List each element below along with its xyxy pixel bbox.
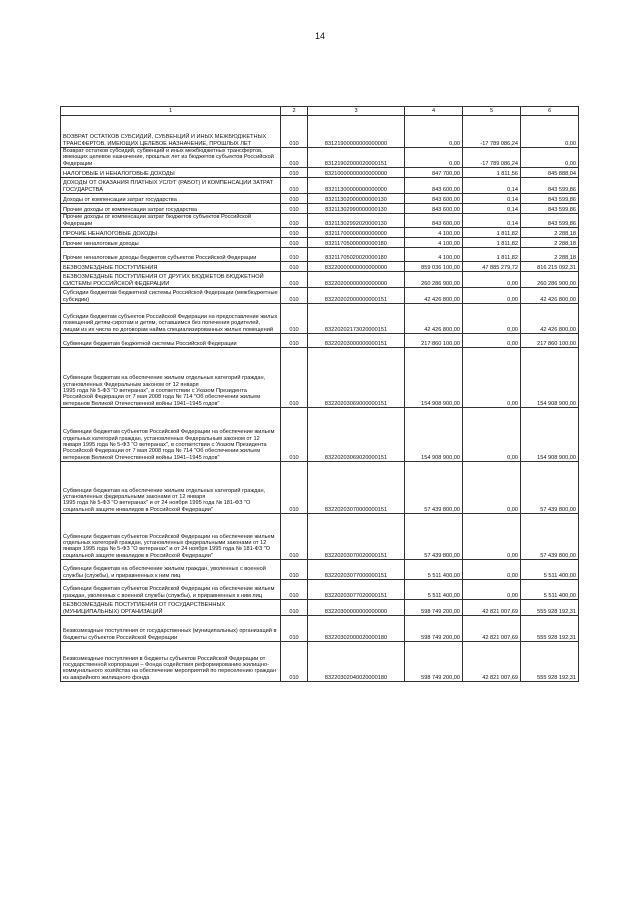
row-name-cell: Субсидии бюджетам субъектов Российской Федерации на предоставление жилых помещений детям-сиротам и детям, оставшимся без попечения родителей, лицам из их числа по договорам найма специализированных жилых помещений <box>61 304 281 334</box>
row-name-cell: Субвенции бюджетам субъектов Российской Федерации на обеспечение жильем граждан, уволенных с военной службы (службы), и приравненных к ним лиц <box>61 580 281 600</box>
row-kbk-cell: 83220203077000000151 <box>308 560 405 580</box>
table-row <box>61 288 579 304</box>
row-name-cell: Безвозмездные поступления от государственных (муниципальных) организаций в бюджеты субъектов Российской Федерации <box>61 616 281 642</box>
row-kbk-cell: 83220202000000000151 <box>308 288 405 304</box>
table-row <box>61 560 579 580</box>
row-col6-cell: 843 599,86 <box>521 204 579 214</box>
header-cell: 1 <box>61 107 281 116</box>
row-kbk-cell: 83220203070000000151 <box>308 462 405 514</box>
revenue-table <box>60 106 579 682</box>
row-col4-cell: 42 426 800,00 <box>405 304 463 334</box>
row-col4-cell: 843 600,00 <box>405 178 463 194</box>
row-name-cell: Прочие доходы от компенсации затрат государства <box>61 204 281 214</box>
table-row <box>61 116 579 148</box>
row-col6-cell: 217 860 100,00 <box>521 334 579 348</box>
row-name-cell: Доходы от компенсации затрат государства <box>61 194 281 204</box>
row-code-cell: 010 <box>281 194 308 204</box>
row-col6-cell: 2 288,18 <box>521 238 579 248</box>
table-row <box>61 228 579 238</box>
row-kbk-cell: 83220302040020000180 <box>308 642 405 682</box>
row-col5-cell: 0,14 <box>463 194 521 204</box>
row-name-cell: Прочие неналоговые доходы <box>61 238 281 248</box>
row-col6-cell: 154 908 900,00 <box>521 408 579 462</box>
row-code-cell: 010 <box>281 560 308 580</box>
row-col4-cell: 598 749 200,00 <box>405 616 463 642</box>
table-row <box>61 238 579 248</box>
row-col5-cell: 1 811,56 <box>463 168 521 178</box>
row-col4-cell: 4 100,00 <box>405 228 463 238</box>
row-col6-cell: 555 928 192,31 <box>521 642 579 682</box>
row-col6-cell: 2 288,18 <box>521 228 579 238</box>
row-kbk-cell: 83210000000000000000 <box>308 168 405 178</box>
row-name-cell: Субвенции бюджетам на обеспечение жильем граждан, уволенных с военной службы (службы), и приравненных к ним лиц <box>61 560 281 580</box>
row-name-cell: Прочие неналоговые доходы бюджетов субъектов Российской Федерации <box>61 248 281 262</box>
row-col4-cell: 0,00 <box>405 148 463 168</box>
row-kbk-cell: 83121902000020000151 <box>308 148 405 168</box>
row-code-cell: 010 <box>281 204 308 214</box>
row-col4-cell: 4 100,00 <box>405 248 463 262</box>
table-row <box>61 600 579 616</box>
table-row <box>61 168 579 178</box>
row-col6-cell: 57 439 800,00 <box>521 514 579 560</box>
row-code-cell: 010 <box>281 262 308 272</box>
table-row <box>61 642 579 682</box>
row-col4-cell: 260 286 900,00 <box>405 272 463 288</box>
row-code-cell: 010 <box>281 168 308 178</box>
table-row <box>61 348 579 408</box>
row-kbk-cell: 83211302990000000130 <box>308 204 405 214</box>
table-row <box>61 616 579 642</box>
header-cell: 4 <box>405 107 463 116</box>
row-col5-cell: 0,00 <box>463 514 521 560</box>
row-name-cell: Субвенции бюджетам на обеспечение жильем отдельных категорий граждан, установленных федеральными законами от 12 января 1995 года № 5-ФЗ "О ветеранах" и от 24 ноября 1995 года № 181-ФЗ "О социальной защите инвалидов в Российской Федерации" <box>61 462 281 514</box>
table-row <box>61 148 579 168</box>
row-col4-cell: 843 600,00 <box>405 204 463 214</box>
table-row <box>61 262 579 272</box>
row-col6-cell: 154 908 900,00 <box>521 348 579 408</box>
row-name-cell: НАЛОГОВЫЕ И НЕНАЛОГОВЫЕ ДОХОДЫ <box>61 168 281 178</box>
row-code-cell: 010 <box>281 148 308 168</box>
row-col5-cell: 0,14 <box>463 178 521 194</box>
row-col6-cell: 843 599,86 <box>521 214 579 228</box>
row-kbk-cell: 83220203077020000151 <box>308 580 405 600</box>
row-name-cell: Безвозмездные поступления в бюджеты субъектов Российской Федерации от государственной корпорации – Фонда содействия реформированию жилищно-коммунального хозяйства на обеспечение мероприятий по переселению граждан из аварийного жилищного фонда <box>61 642 281 682</box>
row-col4-cell: 843 600,00 <box>405 214 463 228</box>
row-col5-cell: 0,00 <box>463 580 521 600</box>
row-col5-cell: 0,00 <box>463 408 521 462</box>
row-kbk-cell: 83121900000000000000 <box>308 116 405 148</box>
header-cell: 3 <box>308 107 405 116</box>
table-row <box>61 204 579 214</box>
row-col5-cell: 1 811,82 <box>463 238 521 248</box>
row-col5-cell: 1 811,82 <box>463 248 521 262</box>
row-code-cell: 010 <box>281 514 308 560</box>
row-col4-cell: 847 700,00 <box>405 168 463 178</box>
row-code-cell: 010 <box>281 228 308 238</box>
row-col6-cell: 555 928 192,31 <box>521 600 579 616</box>
row-col5-cell: 0,14 <box>463 214 521 228</box>
row-kbk-cell: 83211300000000000000 <box>308 178 405 194</box>
row-code-cell: 010 <box>281 288 308 304</box>
row-kbk-cell: 83220000000000000000 <box>308 262 405 272</box>
row-name-cell: Возврат остатков субсидий, субвенций и иных межбюджетных трансфертов, имеющих целевое назначение, прошлых лет из бюджетов субъектов Российской Федерации <box>61 148 281 168</box>
row-code-cell: 010 <box>281 642 308 682</box>
row-code-cell: 010 <box>281 116 308 148</box>
row-kbk-cell: 83220302000020000180 <box>308 616 405 642</box>
row-col5-cell: 42 821 007,69 <box>463 642 521 682</box>
row-col6-cell: 42 426 800,00 <box>521 304 579 334</box>
row-code-cell: 010 <box>281 248 308 262</box>
row-col6-cell: 42 426 800,00 <box>521 288 579 304</box>
row-col6-cell: 5 511 400,00 <box>521 580 579 600</box>
row-col4-cell: 598 749 200,00 <box>405 642 463 682</box>
row-col4-cell: 5 511 400,00 <box>405 580 463 600</box>
header-cell: 5 <box>463 107 521 116</box>
row-col4-cell: 859 036 100,00 <box>405 262 463 272</box>
header-cell: 6 <box>521 107 579 116</box>
row-col5-cell: 0,00 <box>463 304 521 334</box>
row-col5-cell: 0,14 <box>463 204 521 214</box>
table-row <box>61 214 579 228</box>
row-col5-cell: 1 811,82 <box>463 228 521 238</box>
row-kbk-cell: 83220203069000000151 <box>308 348 405 408</box>
row-kbk-cell: 83211705020020000180 <box>308 248 405 262</box>
table-row <box>61 194 579 204</box>
row-code-cell: 010 <box>281 348 308 408</box>
row-col6-cell: 555 928 192,31 <box>521 616 579 642</box>
row-col6-cell: 843 599,86 <box>521 178 579 194</box>
table-row <box>61 462 579 514</box>
row-code-cell: 010 <box>281 178 308 194</box>
row-col4-cell: 57 439 800,00 <box>405 462 463 514</box>
row-code-cell: 010 <box>281 238 308 248</box>
row-col5-cell: 0,00 <box>463 334 521 348</box>
table-row <box>61 178 579 194</box>
row-col4-cell: 0,00 <box>405 116 463 148</box>
table-row <box>61 304 579 334</box>
row-col6-cell: 5 511 400,00 <box>521 560 579 580</box>
row-col5-cell: -17 789 086,24 <box>463 116 521 148</box>
row-name-cell: БЕЗВОЗМЕЗДНЫЕ ПОСТУПЛЕНИЯ <box>61 262 281 272</box>
row-kbk-cell: 83220203000000000151 <box>308 334 405 348</box>
row-col4-cell: 4 100,00 <box>405 238 463 248</box>
table-row <box>61 408 579 462</box>
table-row <box>61 580 579 600</box>
row-name-cell: Субвенции бюджетам на обеспечение жильем отдельных категорий граждан, установленных Федеральным законом от 12 января 1995 года № 5-ФЗ "О ветеранах", в соответствии с Указом Президента Российской Федерации от 7 мая 2008 года № 714 "Об обеспечении жильем ветеранов Великой Отечественной войны 1941–1945 годов" <box>61 348 281 408</box>
row-col5-cell: 42 821 007,69 <box>463 616 521 642</box>
row-name-cell: Субсидии бюджетам бюджетной системы Российской Федерации (межбюджетные субсидии) <box>61 288 281 304</box>
row-kbk-cell: 83211302992020000130 <box>308 214 405 228</box>
row-col4-cell: 217 860 100,00 <box>405 334 463 348</box>
table-row <box>61 334 579 348</box>
row-kbk-cell: 83220202173020000151 <box>308 304 405 334</box>
row-name-cell: Субвенции бюджетам субъектов Российской Федерации на обеспечение жильем отдельных категорий граждан, установленных федеральными законами от 12 января 1995 года № 5-ФЗ "О ветеранах" и от 24 ноября 1995 года № 181-ФЗ "О социальной защите инвалидов в Российской Федерации" <box>61 514 281 560</box>
row-col6-cell: 843 599,86 <box>521 194 579 204</box>
row-name-cell: БЕЗВОЗМЕЗДНЫЕ ПОСТУПЛЕНИЯ ОТ ГОСУДАРСТВЕННЫХ (МУНИЦИПАЛЬНЫХ) ОРГАНИЗАЦИЙ <box>61 600 281 616</box>
row-col4-cell: 42 426 800,00 <box>405 288 463 304</box>
row-col6-cell: 0,00 <box>521 148 579 168</box>
row-kbk-cell: 83211302000000000130 <box>308 194 405 204</box>
row-code-cell: 010 <box>281 334 308 348</box>
row-code-cell: 010 <box>281 408 308 462</box>
row-col5-cell: 0,00 <box>463 560 521 580</box>
row-code-cell: 010 <box>281 600 308 616</box>
row-code-cell: 010 <box>281 214 308 228</box>
table-header-row <box>61 107 579 116</box>
row-code-cell: 010 <box>281 272 308 288</box>
row-code-cell: 010 <box>281 580 308 600</box>
row-col5-cell: 0,00 <box>463 272 521 288</box>
row-col5-cell: 0,00 <box>463 348 521 408</box>
row-kbk-cell: 83220203069020000151 <box>308 408 405 462</box>
row-name-cell: Субвенции бюджетам субъектов Российской Федерации на обеспечение жильем отдельных категорий граждан, установленных Федеральным законом от 12 января 1995 года № 5-ФЗ "О ветеранах", в соответствии с Указом Президента Российской Федерации от 7 мая 2008 года № 714 "Об обеспечении жильем ветеранов Великой Отечественной войны 1941–1945 годов" <box>61 408 281 462</box>
row-name-cell: ДОХОДЫ ОТ ОКАЗАНИЯ ПЛАТНЫХ УСЛУГ (РАБОТ) И КОМПЕНСАЦИИ ЗАТРАТ ГОСУДАРСТВА <box>61 178 281 194</box>
row-kbk-cell: 83211700000000000000 <box>308 228 405 238</box>
table-row <box>61 514 579 560</box>
row-col6-cell: 2 288,18 <box>521 248 579 262</box>
row-col6-cell: 260 286 900,00 <box>521 272 579 288</box>
row-col4-cell: 57 439 800,00 <box>405 514 463 560</box>
row-name-cell: Субвенции бюджетам бюджетной системы Российской Федерации <box>61 334 281 348</box>
row-col5-cell: 0,00 <box>463 288 521 304</box>
row-col6-cell: 0,00 <box>521 116 579 148</box>
row-code-cell: 010 <box>281 304 308 334</box>
row-code-cell: 010 <box>281 462 308 514</box>
row-col4-cell: 154 908 900,00 <box>405 408 463 462</box>
row-name-cell: ПРОЧИЕ НЕНАЛОГОВЫЕ ДОХОДЫ <box>61 228 281 238</box>
row-name-cell: БЕЗВОЗМЕЗДНЫЕ ПОСТУПЛЕНИЯ ОТ ДРУГИХ БЮДЖЕТОВ БЮДЖЕТНОЙ СИСТЕМЫ РОССИЙСКОЙ ФЕДЕРАЦИИ <box>61 272 281 288</box>
row-kbk-cell: 83211705000000000180 <box>308 238 405 248</box>
row-col5-cell: 42 821 007,69 <box>463 600 521 616</box>
row-col4-cell: 5 511 400,00 <box>405 560 463 580</box>
table-row <box>61 248 579 262</box>
row-kbk-cell: 83220203070020000151 <box>308 514 405 560</box>
header-cell: 2 <box>281 107 308 116</box>
row-name-cell: Прочие доходы от компенсации затрат бюджетов субъектов Российской Федерации <box>61 214 281 228</box>
page-number: 14 <box>314 31 325 41</box>
row-kbk-cell: 83220300000000000000 <box>308 600 405 616</box>
row-col4-cell: 843 600,00 <box>405 194 463 204</box>
row-col4-cell: 598 749 200,00 <box>405 600 463 616</box>
row-col5-cell: 47 885 279,72 <box>463 262 521 272</box>
row-col6-cell: 57 439 800,00 <box>521 462 579 514</box>
row-col5-cell: -17 789 086,24 <box>463 148 521 168</box>
row-col6-cell: 845 888,04 <box>521 168 579 178</box>
row-name-cell: ВОЗВРАТ ОСТАТКОВ СУБСИДИЙ, СУБВЕНЦИЙ И ИНЫХ МЕЖБЮДЖЕТНЫХ ТРАНСФЕРТОВ, ИМЕЮЩИХ ЦЕЛЕВОЕ НАЗНАЧЕНИЕ, ПРОШЛЫХ ЛЕТ <box>61 116 281 148</box>
row-col6-cell: 816 215 092,31 <box>521 262 579 272</box>
row-col4-cell: 154 908 900,00 <box>405 348 463 408</box>
row-kbk-cell: 83220200000000000000 <box>308 272 405 288</box>
row-code-cell: 010 <box>281 616 308 642</box>
table-row <box>61 272 579 288</box>
row-col5-cell: 0,00 <box>463 462 521 514</box>
